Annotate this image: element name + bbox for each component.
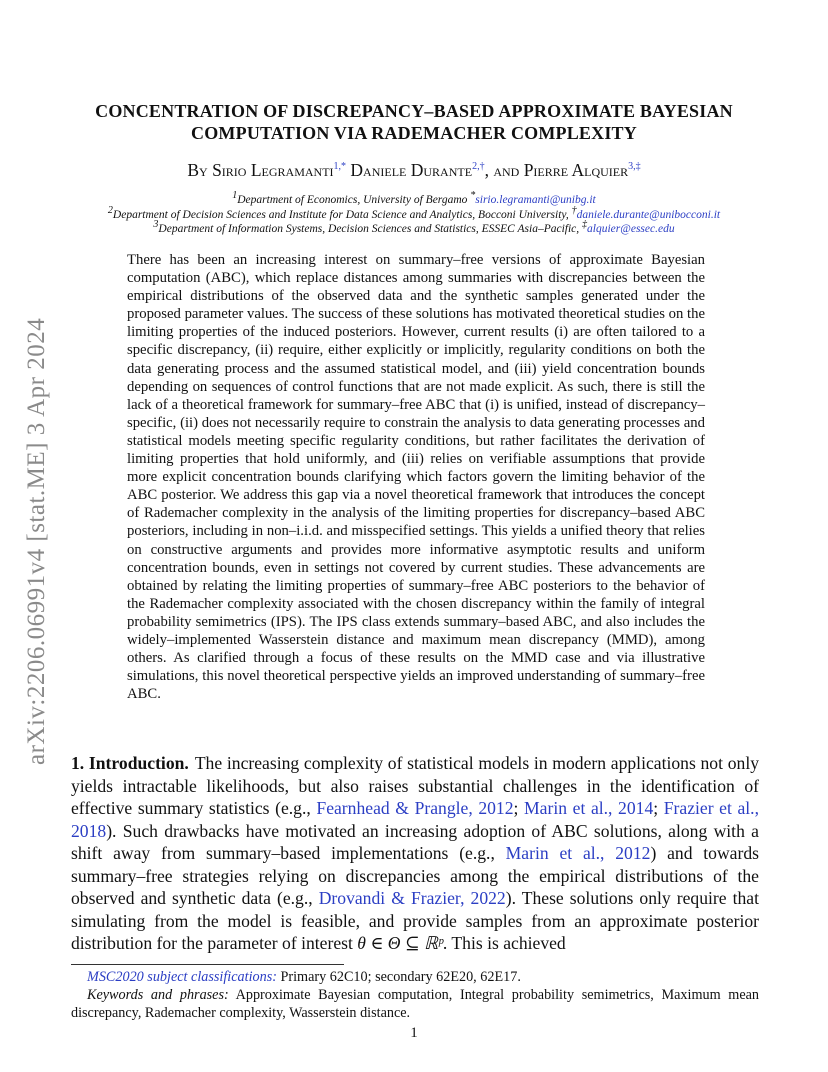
section-heading: 1. Introduction. bbox=[71, 753, 189, 773]
affiliation-3-mark: ‡ bbox=[582, 219, 588, 231]
arxiv-identifier[interactable]: arXiv:2206.06991v4 [stat.ME] 3 Apr 2024 bbox=[23, 317, 50, 765]
msc-footnote bbox=[71, 968, 759, 986]
affiliation-3 bbox=[40, 219, 788, 237]
author-1: Sirio Legramanti bbox=[212, 160, 334, 180]
author-line bbox=[60, 159, 768, 181]
author-conjunction: , and bbox=[484, 160, 520, 180]
keywords-label: Keywords and phrases: bbox=[87, 987, 229, 1004]
affiliation-1 bbox=[40, 190, 788, 208]
msc-link[interactable]: MSC2020 subject classifications: bbox=[87, 969, 277, 985]
keywords-text: Approximate Bayesian computation, Integral probability semimetrics, Maximum mean discrepancy, Rademacher complexity, Wasserstein distance. bbox=[71, 987, 760, 1022]
affiliation-1-mark: * bbox=[470, 190, 476, 202]
author-2-mark[interactable]: 2,† bbox=[472, 161, 485, 173]
citation-link[interactable]: Fearnhead & Prangle, 2012 bbox=[316, 798, 514, 818]
intro-text: ; bbox=[513, 798, 525, 818]
affiliations bbox=[40, 190, 788, 237]
author-3-mark[interactable]: 3,‡ bbox=[628, 161, 641, 173]
affiliation-2-dept: Department of Decision Sciences and Institute for Data Science and Analytics, Bocconi University, bbox=[112, 208, 569, 221]
title-line-2: COMPUTATION VIA RADEMACHER COMPLEXITY bbox=[191, 123, 637, 143]
citation-link[interactable]: Drovandi & Frazier, 2022 bbox=[318, 888, 506, 908]
intro-text: The increasing complexity of statistical models in modern applications not only yields intractable likelihoods, but also raises substantial challenges in the identification of effective summary statistics (e.g., bbox=[71, 753, 760, 818]
intro-text: ). These solutions only require that simulating from the model is feasible, and provide samples from an approximate posterior distribution for the parameter of interest bbox=[71, 888, 759, 953]
math-expression: θ ∈ Θ ⊆ ℝᵖ bbox=[357, 933, 443, 953]
msc-text: Primary 62C10; secondary 62E20, 62E17. bbox=[276, 969, 521, 985]
affiliation-3-dept: Department of Information Systems, Decision Sciences and Statistics, ESSEC Asia–Pacific, bbox=[158, 223, 580, 235]
affiliation-1-number: 1 bbox=[232, 190, 238, 202]
intro-text: ; bbox=[653, 798, 664, 818]
page-number: 1 bbox=[410, 1025, 418, 1041]
title-line-1: CONCENTRATION OF DISCREPANCY–BASED APPROXIMATE BAYESIAN bbox=[95, 101, 733, 121]
keywords-footnote bbox=[71, 986, 759, 1022]
citation-link[interactable]: Marin et al., 2012 bbox=[505, 843, 651, 863]
intro-text: ) and towards summary–free strategies relying on discrepancies among the empirical distributions of the observed and synthetic data (e.g., bbox=[71, 843, 759, 908]
author-2: Daniele Durante bbox=[350, 160, 473, 180]
paper-title bbox=[60, 100, 768, 144]
affiliation-3-number: 3 bbox=[153, 219, 159, 231]
author-1-mark[interactable]: 1,* bbox=[333, 161, 347, 173]
citation-link[interactable]: Frazier et al., 2018 bbox=[71, 798, 759, 841]
author-prefix: By bbox=[187, 160, 208, 180]
footnote-rule bbox=[71, 964, 344, 965]
intro-text: ). Such drawbacks have motivated an increasing adoption of ABC solutions, along with a shift away from summary–based implementations (e.g., bbox=[71, 820, 759, 863]
footnotes bbox=[71, 968, 759, 1023]
affiliation-1-dept: Department of Economics, University of Bergamo bbox=[237, 194, 468, 206]
email-link-2[interactable]: daniele.durante@unibocconi.it bbox=[576, 208, 721, 221]
citation-link[interactable]: Marin et al., 2014 bbox=[524, 798, 654, 818]
email-link-3[interactable]: alquier@essec.edu bbox=[587, 223, 675, 235]
affiliation-2-number: 2 bbox=[107, 204, 113, 216]
affiliation-2-mark: † bbox=[571, 204, 577, 216]
introduction-paragraph bbox=[71, 752, 759, 955]
email-link-1[interactable]: sirio.legramanti@unibg.it bbox=[475, 194, 596, 206]
intro-text: . This is achieved bbox=[442, 933, 566, 953]
author-3: Pierre Alquier bbox=[523, 160, 629, 180]
abstract: There has been an increasing interest on summary–free versions of approximate Bayesian computation (ABC), which replace distances among summaries with discrepancies between the empirical distributions of the observed data and the synthetic samples generated under the proposed parameter values. The success of these solutions has motivated theoretical studies on the limiting properties of the induced posteriors. However, current results (i) are often tailored to a specific discrepancy, (ii) require, either explicitly or implicitly, regularity conditions on both the data generating process and the assumed statistical model, and (iii) yield concentration bounds depending on sequences of control functions that are not made explicit. As such, there is still the lack of a theoretical framework for summary–free ABC that (i) is unified, instead of discrepancy–specific, (ii) does not necessarily require to constrain the analysis to data generating processes and statistical models meeting specific regularity conditions, but rather facilitates the derivation of limiting properties that hold uniformly, and (iii) relies on verifiable assumptions that provide more explicit concentration bounds clarifying which factors govern the limiting behavior of the ABC posterior. We address this gap via a novel theoretical framework that introduces the concept of Rademacher complexity in the analysis of the limiting properties for discrepancy–based ABC posteriors, including in non–i.i.d. and misspecified settings. This yields a unified theory that relies on constructive arguments and provides more informative asymptotic results and uniform concentration bounds, even in settings not covered by current studies. These advancements are obtained by relating the limiting properties of summary–free ABC posteriors to the behavior of the Rademacher complexity associated with the chosen discrepancy within the family of integral probability semimetrics (IPS). The IPS class extends summary–based ABC, and also includes the widely–implemented Wasserstein distance and maximum mean discrepancy (MMD), among others. As clarified through a focus of these results on the MMD case and via illustrative simulations, this novel theoretical perspective yields an improved understanding of summary–free ABC. bbox=[127, 252, 705, 703]
